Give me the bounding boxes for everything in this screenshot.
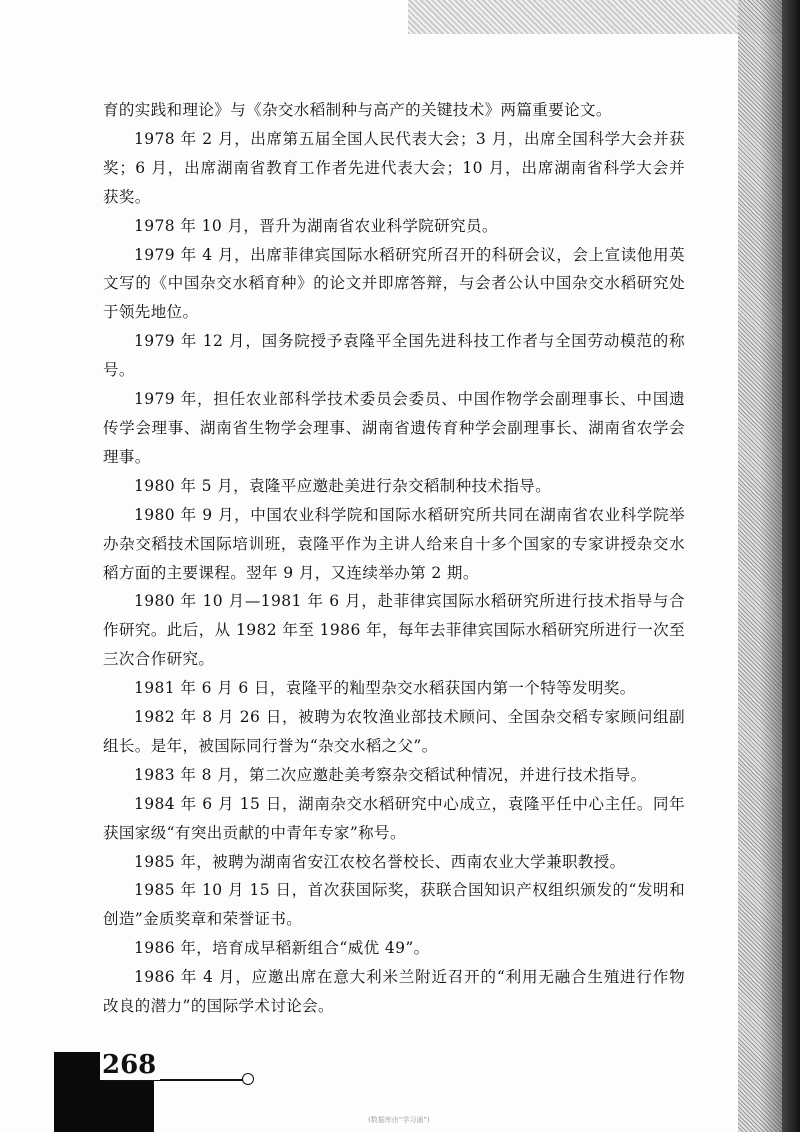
paragraph: 1980 年 9 月，中国农业科学院和国际水稻研究所共同在湖南省农业科学院举办杂交稻技术国际培训班，袁隆平作为主讲人给来自十多个国家的专家讲授杂交水稻方面的主要课程。翌年 9 月，又连续举办第 2 期。 — [103, 505, 685, 582]
paragraph: 1981 年 6 月 6 日，袁隆平的籼型杂交水稻获国内第一个特等发明奖。 — [134, 679, 636, 698]
paragraph: 1979 年，担任农业部科学技术委员会委员、中国作物学会副理事长、中国遗传学会理事、湖南省生物学会理事、湖南省遗传育种学会副理事长、湖南省农学会理事。 — [103, 390, 685, 466]
paragraph: 1984 年 6 月 15 日，湖南杂交水稻研究中心成立，袁隆平任中心主任。同年获国家级“有突出贡献的中青年专家”称号。 — [103, 794, 685, 842]
page-number: 268 — [100, 1050, 160, 1080]
chronology-text — [103, 96, 685, 1021]
watermark-stamp: (数据库由“学习通”) — [368, 1116, 430, 1124]
paragraph: 1985 年 10 月 15 日，首次获国际奖，获联合国知识产权组织颁发的“发明和创造”金质奖章和荣誉证书。 — [103, 881, 685, 929]
paragraph: 1980 年 10 月—1981 年 6 月，赴菲律宾国际水稻研究所进行技术指导与合作研究。此后，从 1982 年至 1986 年，每年去菲律宾国际水稻研究所进行一次至三次合作研究。 — [103, 592, 685, 669]
paragraph: 1982 年 8 月 26 日，被聘为农牧渔业部技术顾问、全国杂交稻专家顾问组副组长。是年，被国际同行誉为“杂交水稻之父”。 — [103, 708, 685, 755]
paragraph: 1979 年 4 月，出席菲律宾国际水稻研究所召开的科研会议，会上宣读他用英文写的《中国杂交水稻育种》的论文并即席答辩，与会者公认中国杂交水稻研究处于领先地位。 — [103, 245, 685, 322]
paragraph: 1983 年 8 月，第二次应邀赴美考察杂交稻试种情况，并进行技术指导。 — [134, 765, 647, 784]
paragraph: 1978 年 10 月，晋升为湖南省农业科学院研究员。 — [134, 216, 498, 235]
scan-edge-right — [782, 0, 800, 1132]
paragraph: 育的实践和理论》与《杂交水稻制种与高产的关键技术》两篇重要论文。 — [103, 101, 612, 119]
paragraph: 1979 年 12 月，国务院授予袁隆平全国先进科技工作者与全国劳动模范的称号。 — [103, 332, 685, 380]
paragraph: 1980 年 5 月，袁隆平应邀赴美进行杂交稻制种技术指导。 — [134, 476, 552, 495]
paragraph: 1986 年，培育成早稻新组合“威优 49”。 — [134, 939, 430, 958]
footer-circle-ornament — [242, 1073, 254, 1085]
paragraph: 1986 年 4 月，应邀出席在意大利米兰附近召开的“利用无融合生殖进行作物改良的潜力”的国际学术讨论会。 — [103, 968, 685, 1016]
paragraph: 1978 年 2 月，出席第五届全国人民代表大会；3 月，出席全国科学大会并获奖；6 月，出席湖南省教育工作者先进代表大会；10 月，出席湖南省科学大会并获奖。 — [103, 129, 685, 206]
paragraph: 1985 年，被聘为湖南省安江农校名誉校长、西南农业大学兼职教授。 — [134, 852, 626, 871]
